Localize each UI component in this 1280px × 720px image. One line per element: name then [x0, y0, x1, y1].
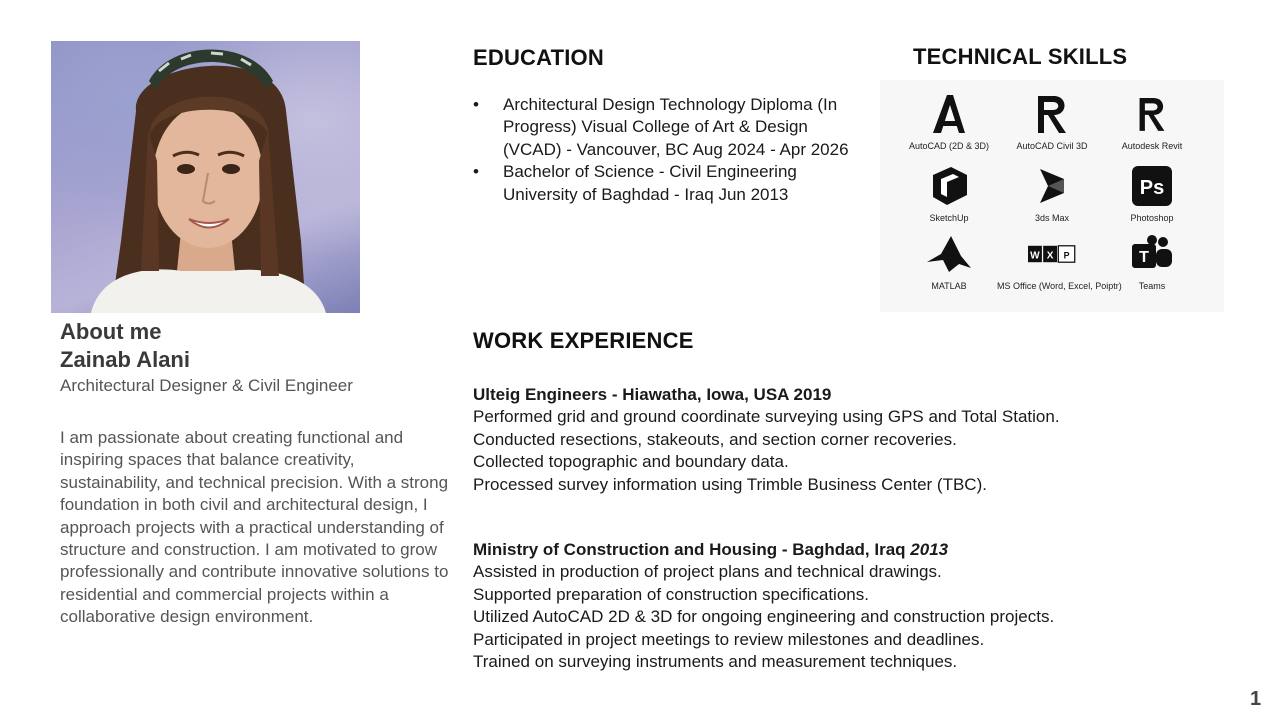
job-title: Ulteig Engineers - Hiawatha, Iowa, USA 2019	[473, 385, 832, 404]
skill-label: Photoshop	[1130, 213, 1174, 223]
ms-office-icon	[1028, 232, 1076, 276]
education-item-text: Bachelor of Science - Civil Engineering University of Baghdad - Iraq Jun 2013	[503, 162, 797, 204]
autocad-icon	[925, 92, 973, 136]
job-duty: Assisted in production of project plans and technical drawings.	[473, 562, 942, 582]
education-item	[473, 161, 865, 206]
skill-label: Teams	[1138, 281, 1166, 291]
matlab-icon	[925, 232, 973, 276]
job-entry	[473, 539, 1173, 673]
job-entry	[473, 384, 1173, 496]
profile-bio: I am passionate about creating functional and inspiring spaces that balance creativity, sustainability, and technical precision. With a strong foundation in both civil and architectural design, I approach projects with a practical understanding of structure and construction. I am motivated to grow professionally and contribute innovative solutions to residential and commercial projects within a collaborative design environment.	[60, 428, 449, 627]
bullet-icon: •	[473, 95, 479, 114]
portrait-illustration	[51, 41, 360, 313]
revit-icon	[1128, 92, 1176, 136]
skill-teams	[1097, 232, 1207, 291]
job-year: 2013	[910, 540, 949, 559]
civil3d-icon	[1028, 92, 1076, 136]
skill-photoshop	[1097, 164, 1207, 223]
skills-heading: TECHNICAL SKILLS	[913, 44, 1128, 69]
profile-photo	[51, 41, 360, 313]
skill-autocad	[894, 92, 1004, 151]
job-title: Ministry of Construction and Housing - Baghdad, Iraq	[473, 540, 906, 559]
svg-text:W: W	[1030, 250, 1040, 262]
svg-text:P: P	[1063, 250, 1070, 261]
sketchup-icon	[925, 164, 973, 208]
education-item	[473, 94, 865, 161]
skill-matlab	[894, 232, 1004, 291]
svg-text:Ps: Ps	[1139, 177, 1165, 199]
skill-revit	[1097, 92, 1207, 151]
job-duty: Supported preparation of construction specifications.	[473, 584, 869, 604]
job-title-line	[473, 539, 1173, 561]
skill-label: 3ds Max	[1034, 213, 1069, 223]
skill-label: Autodesk Revit	[1121, 141, 1183, 151]
skill-label: MATLAB	[931, 281, 967, 291]
education-list	[473, 94, 865, 206]
page-number: 1	[1250, 688, 1262, 710]
skill-ms-office	[997, 232, 1122, 291]
education-item-text: Architectural Design Technology Diploma (In Progress) Visual College of Art & Design (VCAD) - Vancouver, BC Aug 2024 - Apr 2026	[503, 95, 849, 159]
photoshop-icon	[1128, 164, 1176, 208]
skill-label: AutoCAD (2D & 3D)	[908, 141, 990, 151]
bullet-icon: •	[473, 162, 479, 182]
job-duty: Trained on surveying instruments and measurement techniques.	[473, 652, 958, 672]
svg-text:T: T	[1139, 249, 1149, 266]
3dsmax-icon	[1028, 164, 1076, 208]
skill-3dsmax	[997, 164, 1107, 223]
work-heading: WORK EXPERIENCE	[473, 328, 694, 353]
profile-name: Zainab Alani	[60, 347, 190, 372]
about-heading: About me	[60, 319, 162, 344]
skill-label: SketchUp	[929, 213, 969, 223]
job-duty: Performed grid and ground coordinate surveying using GPS and Total Station.	[473, 407, 1060, 427]
profile-role: Architectural Designer & Civil Engineer	[60, 376, 353, 395]
job-duty: Processed survey information using Trimble Business Center (TBC).	[473, 474, 987, 494]
job-duty: Participated in project meetings to review milestones and deadlines.	[473, 629, 985, 649]
skill-sketchup	[894, 164, 1004, 223]
teams-icon	[1128, 232, 1176, 276]
job-duty: Collected topographic and boundary data.	[473, 452, 789, 472]
skill-civil3d	[997, 92, 1107, 151]
skills-panel	[880, 80, 1224, 312]
svg-text:X: X	[1046, 250, 1054, 262]
skill-label: MS Office (Word, Excel, Poiptr)	[997, 281, 1122, 291]
job-duty: Conducted resections, stakeouts, and section corner recoveries.	[473, 429, 957, 449]
skill-label: AutoCAD Civil 3D	[1016, 141, 1088, 151]
education-heading: EDUCATION	[473, 45, 604, 70]
job-duty: Utilized AutoCAD 2D & 3D for ongoing engineering and construction projects.	[473, 607, 1055, 627]
